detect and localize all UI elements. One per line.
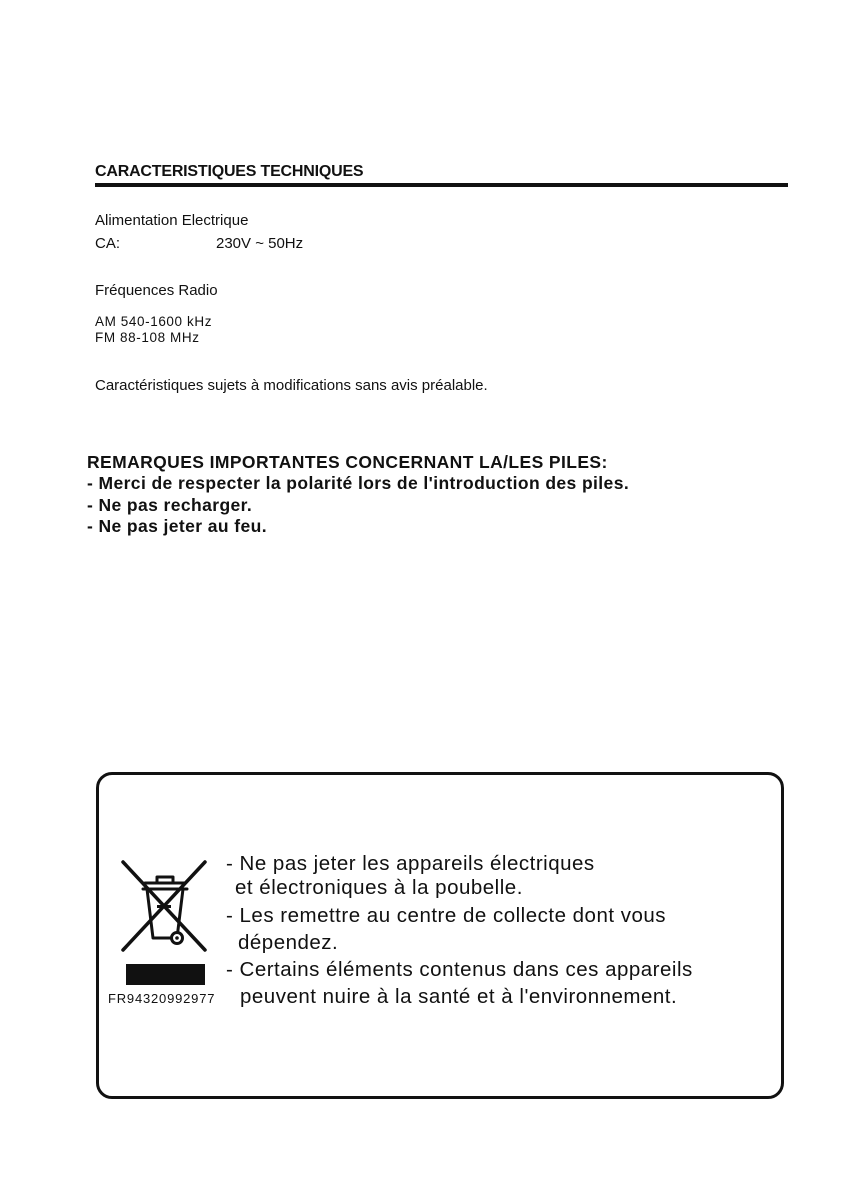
battery-title: REMARQUES IMPORTANTES CONCERNANT LA/LES PILES: [87, 452, 608, 472]
weee-line: - Les remettre au centre de collecte dont vous [226, 904, 667, 927]
registration-code: FR94320992977 [108, 991, 216, 1006]
radio-heading: Fréquences Radio [95, 282, 218, 299]
power-heading: Alimentation Electrique [95, 212, 249, 229]
weee-line: peuvent nuire à la santé et à l'environnement. [240, 985, 678, 1008]
specs-note: Caractéristiques sujets à modifications sans avis préalable. [95, 377, 488, 394]
battery-item: - Ne pas jeter au feu. [87, 516, 267, 536]
weee-line: dépendez. [238, 931, 339, 954]
weee-line: et électroniques à la poubelle. [235, 876, 523, 899]
power-label: CA: [95, 235, 121, 252]
title-underline [95, 183, 788, 187]
weee-line: - Ne pas jeter les appareils électriques [226, 852, 595, 875]
battery-item: - Merci de respecter la polarité lors de l'introduction des piles. [87, 473, 630, 493]
battery-item: - Ne pas recharger. [87, 495, 253, 515]
weee-bar-mark [126, 964, 205, 985]
fm-frequency: FM 88-108 MHz [95, 330, 200, 345]
power-value: 230V ~ 50Hz [216, 235, 304, 252]
weee-line: - Certains éléments contenus dans ces appareils [226, 958, 693, 981]
specs-title: CARACTERISTIQUES TECHNIQUES [95, 163, 364, 180]
am-frequency: AM 540-1600 kHz [95, 314, 213, 329]
